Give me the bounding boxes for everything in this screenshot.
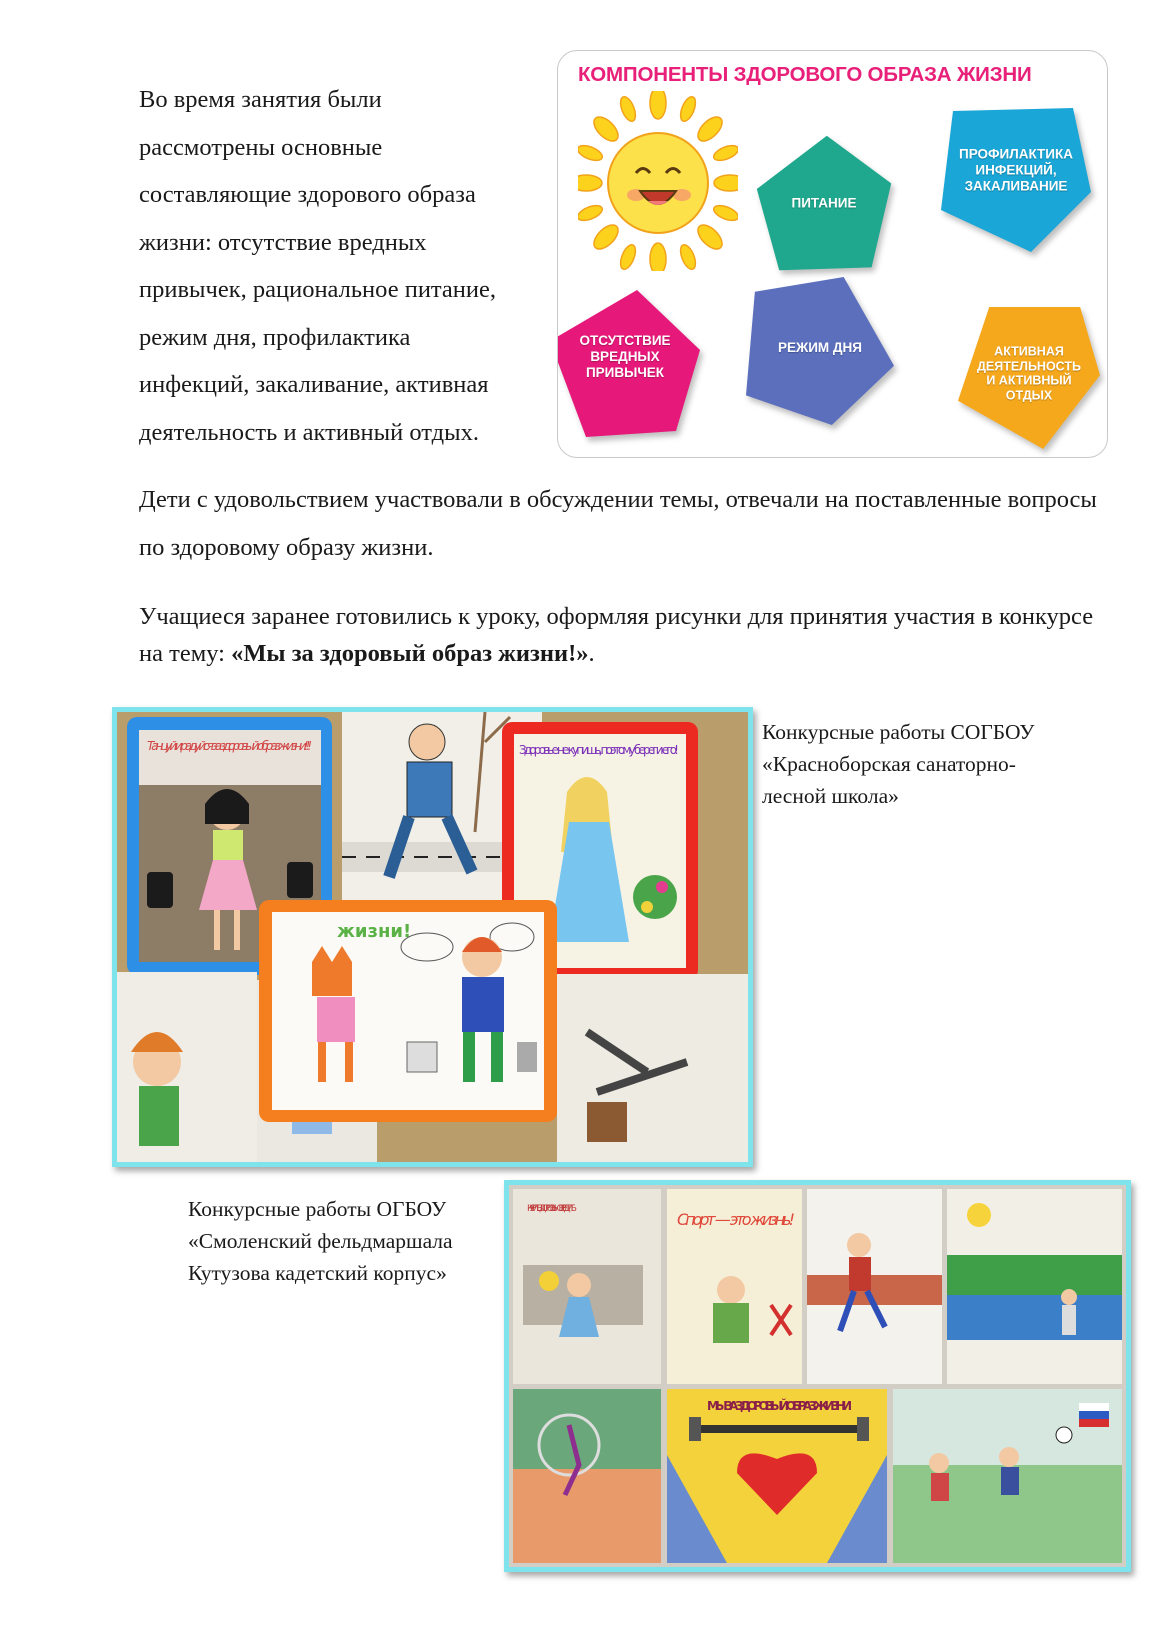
paragraph-discussion: Дети с удовольствием участвовали в обсуждении темы, отвечали на поставленные вопросы по здоровому образу жизни. xyxy=(139,486,1097,561)
caption-line: «Смоленский фельдмаршала xyxy=(188,1229,453,1253)
caption-line: лесной школа» xyxy=(762,784,899,808)
intro-line: привычек, рациональное питание, xyxy=(139,276,497,303)
infographic-title: КОМПОНЕНТЫ ЗДОРОВОГО ОБРАЗА ЖИЗНИ xyxy=(578,63,1032,86)
drawing-text: жизни! xyxy=(337,921,412,942)
caption-photo-2 xyxy=(188,1193,488,1289)
intro-line: рассмотрены основные xyxy=(139,133,383,161)
contest-title: «Мы за здоровый образ жизни!» xyxy=(231,640,589,667)
caption-line: Конкурсные работы ОГБОУ xyxy=(188,1197,447,1221)
pentagon-label: ПИТАНИЕ xyxy=(791,195,857,211)
paragraph-contest-text: Учащиеся заранее готовились к уроку, оформляя рисунки для принятия участия в конкурсе на тему: xyxy=(139,603,1094,667)
pentagon-prevention xyxy=(932,105,1100,255)
drawing-text: МЫ ЗА ЗДОРОВЫЙ ОБРАЗ ЖИЗНИ xyxy=(707,1399,852,1413)
drawing-text: Танцуй и радуйся за здоровый образ жизни!!! xyxy=(147,739,313,753)
intro-line: инфекций, закаливание, активная xyxy=(139,371,489,398)
intro-line: жизни: отсутствие вредных xyxy=(139,228,427,256)
caption-line: Кутузова кадетский корпус» xyxy=(188,1261,447,1285)
intro-line: Во время занятия были xyxy=(139,86,382,113)
drawing-text: КУРИТЬ ЗДОРОВЬЮ ВРЕДИТЬ xyxy=(527,1204,577,1214)
pentagon-no-bad-habits xyxy=(557,287,700,437)
intro-line: составляющие здорового образа xyxy=(139,181,476,208)
intro-text xyxy=(139,76,549,456)
contest-works-photo-2 xyxy=(504,1180,1131,1572)
drawing-text: Спорт — это жизнь! xyxy=(677,1210,795,1229)
caption-line: «Красноборская санаторно- xyxy=(762,752,1016,776)
pentagon-label: АКТИВНАЯ ДЕЯТЕЛЬНОСТЬ И АКТИВНЫЙ ОТДЫХ xyxy=(976,344,1082,402)
caption-line: Конкурсные работы СОГБОУ xyxy=(762,720,1035,744)
pentagon-active-rest xyxy=(954,307,1104,449)
pentagon-nutrition xyxy=(754,133,894,273)
paragraph-contest-end: . xyxy=(588,640,595,667)
intro-line: режим дня, профилактика xyxy=(139,323,411,351)
drawing-pens xyxy=(557,974,748,1162)
contest-works-photo-1 xyxy=(112,707,753,1167)
intro-line: деятельность и активный отдых. xyxy=(139,418,479,446)
paragraph-contest xyxy=(139,598,1099,672)
sun-icon xyxy=(578,91,738,271)
healthy-lifestyle-infographic xyxy=(557,50,1108,458)
caption-photo-1 xyxy=(762,716,1102,812)
pentagon-label: ПРОФИЛАКТИКА ИНФЕКЦИЙ, ЗАКАЛИВАНИЕ xyxy=(959,146,1073,194)
pentagon-daily-routine xyxy=(746,277,894,425)
pentagon-label: РЕЖИМ ДНЯ xyxy=(778,339,862,355)
drawing-text: Здоровье не купишь, поэтому береги его! xyxy=(519,743,679,757)
pentagon-label: ОТСУТСТВИЕ ВРЕДНЫХ ПРИВЫЧЕК xyxy=(579,333,671,381)
